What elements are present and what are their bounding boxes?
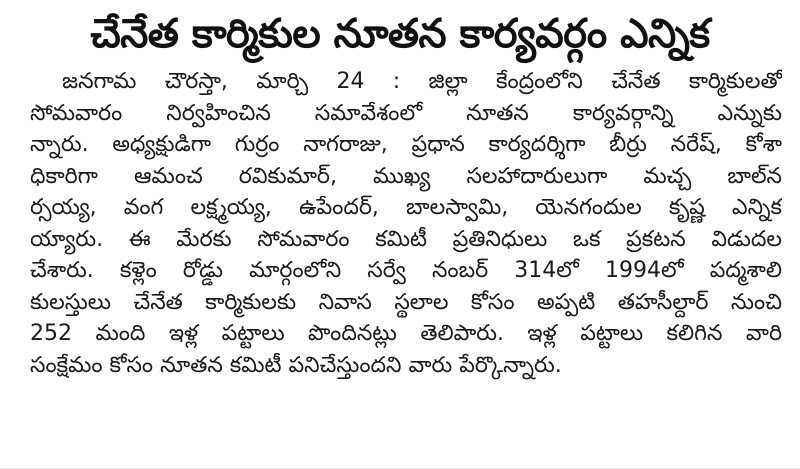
article-body [18, 66, 782, 381]
article-line: న్నారు. అధ్యక్షుడిగా గుర్రం నాగరాజు, ప్రధాన కార్యదర్శిగా బీర్రు నరేష్, కోశా [30, 132, 782, 157]
article-line: ర్సయ్య, వంగ లక్ష్మయ్య, ఉపేందర్, బాలస్వామి, యెనగందుల కృష్ణ ఎన్నిక [30, 195, 782, 220]
article-line: 252 మంది ఇళ్ల పట్టాలు పొందినట్లు తెలిపారు. ఇళ్ల పట్టాలు కలిగిన వారి [30, 321, 782, 346]
article-line: సంక్షేమం కోసం నూతన కమిటీ పనిచేస్తుందని వారు పేర్కొన్నారు. [30, 352, 562, 378]
article-headline: చేనేత కార్మికుల నూతన కార్యవర్గం ఎన్నిక [90, 11, 710, 57]
article-line: జనగామ చౌరస్తా, మార్చి 24 : జిల్లా కేంద్రంలోని చేనేత కార్మికులతో [62, 69, 782, 94]
article-line: చేశారు. కళ్లెం రోడ్డు మార్గంలోని సర్వే నంబర్ 314లో 1994లో పద్మశాలి [30, 258, 782, 283]
article-line: య్యారు. ఈ మేరకు సోమవారం కమిటీ ప్రతినిధులు ఒక ప్రకటన విడుదల [30, 226, 782, 252]
article-line: ధికారిగా ఆమంచ రవికుమార్, ముఖ్య సలహాదారులుగా మచ్చ బాల్‌న [30, 163, 782, 189]
article-line: సోమవారం నిర్వహించిన సమావేశంలో నూతన కార్యవర్గాన్ని ఎన్నుకు [30, 100, 782, 126]
article-line: కులస్తులు చేనేత కార్మికులకు నివాస స్థలాల కోసం అప్పటి తహసీల్దార్ నుంచి [30, 289, 782, 315]
